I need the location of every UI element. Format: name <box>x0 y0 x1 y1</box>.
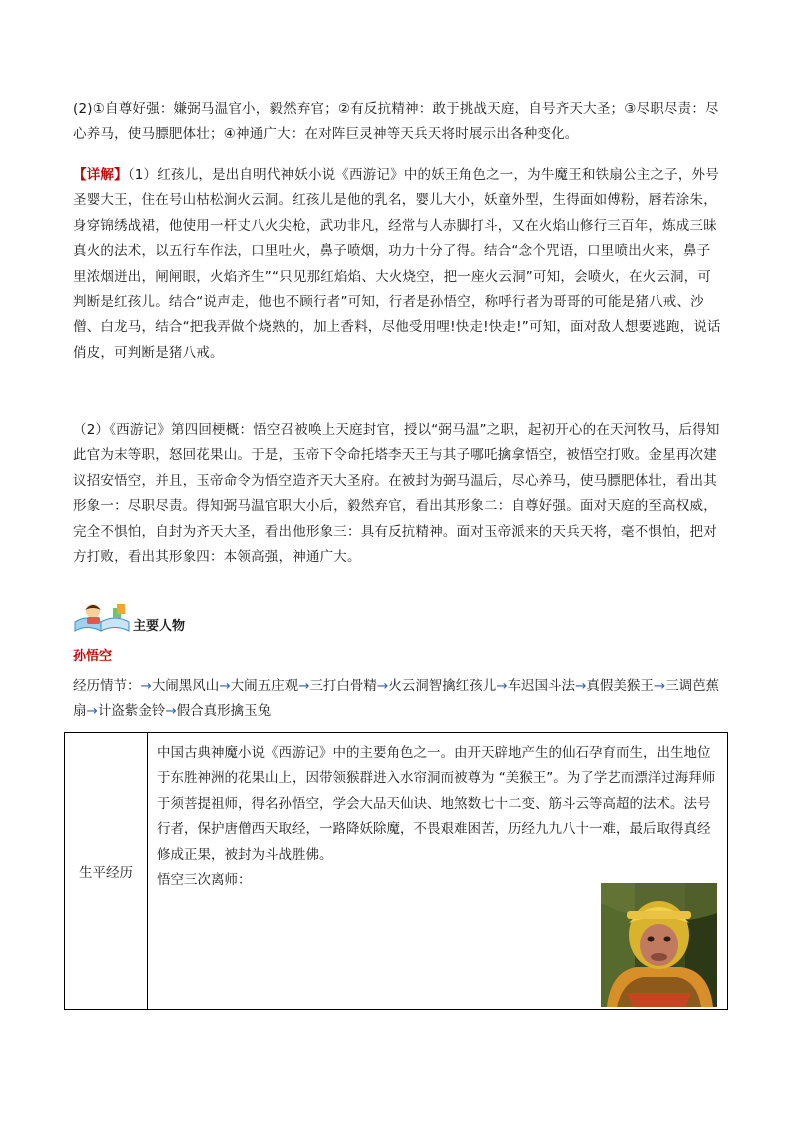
arrow-icon: → <box>86 703 98 720</box>
detail-part-2: （2）《西游记》第四回梗概：悟空召被唤上天庭封官，授以“弼马温”之职，起初开心的在天河牧马，后得知此官为末等职，怒回花果山。于是，玉帝下令命托塔李天王与其子哪吒擒拿悟空，被悟空打败。金星再次建议招安悟空，并且，玉帝命令为悟空造齐天大圣府。在被封为弼马温后，尽心养马，使马膘肥体壮，看出其形象一：尽职尽责。得知弼马温官职大小后，毅然弃官，看出其形象二：自尊好强。面对天庭的至高权威，完全不惧怕，自封为齐天大圣，看出他形象三：具有反抗精神。面对玉帝派来的天兵天将，毫不惧怕，把对方打败，看出其形象四：本领高强，神通广大。 <box>73 422 720 566</box>
plot-item: 计盗紫金铃 <box>97 703 166 720</box>
arrow-icon: → <box>496 678 508 694</box>
sun-wukong-photo <box>601 883 717 1007</box>
arrow-icon: → <box>165 703 177 720</box>
arrow-icon: → <box>653 678 666 694</box>
plot-item: 大闹黑风山 <box>151 678 220 694</box>
plot-item: 火云洞智擒红孩儿 <box>388 678 497 694</box>
biography-table <box>64 732 728 1010</box>
plot-item: 三调芭蕉扇 <box>73 678 720 720</box>
plot-item: 真假美猴王 <box>586 678 654 694</box>
table-row <box>65 733 728 1010</box>
table-label-cell <box>65 733 148 1010</box>
plot-label: 经历情节： <box>73 678 141 694</box>
arrow-icon: → <box>219 678 231 694</box>
answer-part-2: (2)①自尊好强：嫌弼马温官小，毅然弃官；②有反抗精神：敢于挑战天庭，自号齐天大圣；③尽职尽责：尽心养马，使马膘肥体壮；④神通广大：在对阵巨灵神等天兵天将时展示出各种变化。 <box>73 101 719 143</box>
arrow-icon: → <box>140 678 152 694</box>
character-name: 孙悟空 <box>73 649 113 664</box>
arrow-icon: → <box>376 678 389 694</box>
plot-item: 大闹五庄观 <box>230 678 299 694</box>
detail-label: 【详解】 <box>73 167 128 183</box>
plot-item: 三打白骨精 <box>309 678 377 694</box>
plot-item: 假合真形擒玉兔 <box>176 703 272 720</box>
table-label: 生平经历 <box>79 865 133 881</box>
section-heading <box>73 604 185 636</box>
section-title: 主要人物 <box>133 619 186 634</box>
table-content-cell <box>148 733 728 1010</box>
arrow-icon: → <box>298 678 310 694</box>
plot-item: 车迟国斗法 <box>507 678 576 694</box>
plot-list <box>73 674 723 725</box>
reading-child-book-icon <box>73 600 131 636</box>
biography-subheading: 悟空三次离师： <box>157 872 252 889</box>
detail-part-1: 【详解】（1）红孩儿，是出自明代神妖小说《西游记》中的妖王角色之一，为牛魔王和铁扇公主之子，外号圣婴大王，住在号山枯松涧火云洞。红孩儿是他的乳名，婴儿大小，妖童外型，生得面如傅粉，唇若涂朱，身穿锦绣战裙，他使用一杆丈八火尖枪，武功非凡，经常与人赤脚打斗，又在火焰山修行三百年，炼成三昧真火的法术，以五行车作法，口里吐火，鼻子喷烟，功力十分了得。结合“念个咒语，口里喷出火来，鼻子里浓烟迸出，闸闸眼，火焰齐生”“只见那红焰焰、大火烧空，把一座火云洞”可知，会喷火，在火云洞，可判断是红孩儿。结合“说声走，他也不顾行者”可知，行者是孙悟空，称呼行者为哥哥的可能是猪八戒、沙僧、白龙马，结合“把我弄做个烧熟的，加上香料，尽他受用哩!快走!快走!”可知，面对敌人想要逃跑，说话俏皮，可判断是猪八戒。 <box>73 167 721 361</box>
biography-text: 中国古典神魔小说《西游记》中的主要角色之一。由开天辟地产生的仙石孕育而生，出生地位于东胜神洲的花果山上，因带领猴群进入水帘洞而被尊为 “美猴王”。为了学艺而漂洋过海拜师于须菩提祖师，得名孙悟空，学会大品天仙诀、地煞数七十二变、筋斗云等高超的法术。法号行者，保护唐僧西天取经，一路降妖除魔，不畏艰难困苦，历经九九八十一难，最后取得真经修成正果，被封为斗战胜佛。 <box>157 745 716 863</box>
arrow-icon: → <box>575 678 587 694</box>
